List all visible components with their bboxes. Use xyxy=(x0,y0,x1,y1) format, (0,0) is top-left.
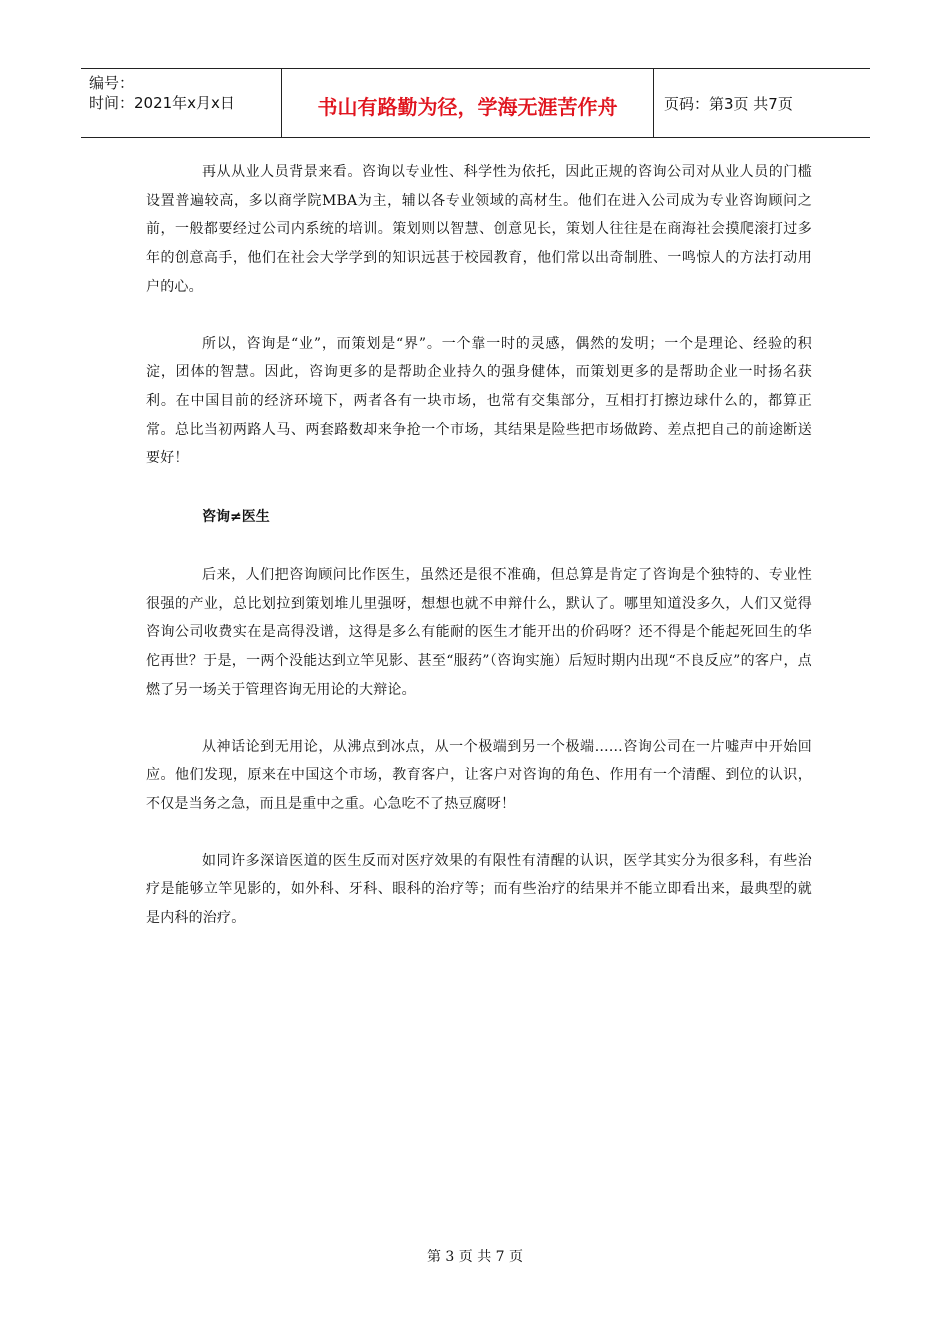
document-body xyxy=(146,158,812,933)
page-code-text: 页码：第3页 共7页 xyxy=(664,94,793,113)
paragraph-2: 所以，咨询是“业”，而策划是“界”。一个靠一时的灵感，偶然的发明；一个是理论、经验的积淀，团体的智慧。因此，咨询更多的是帮助企业持久的强身健体，而策划更多的是帮助企业一时扬名获利。在中国目前的经济环境下，两者各有一块市场，也常有交集部分，互相打打擦边球什么的，都算正常。总比当初两路人马、两套路数却来争抢一个市场，其结果是险些把市场做跨、差点把自己的前途断送要好！ xyxy=(146,335,812,467)
paragraph-1: 再从从业人员背景来看。咨询以专业性、科学性为依托，因此正规的咨询公司对从业人员的门槛设置普遍较高，多以商学院MBA为主，辅以各专业领域的高材生。他们在进入公司成为专业咨询顾问之前，一般都要经过公司内系统的培训。策划则以智慧、创意见长，策划人往往是在商海社会摸爬滚打过多年的创意高手，他们在社会大学学到的知识远甚于校园教育，他们常以出奇制胜、一鸣惊人的方法打动用户的心。 xyxy=(146,164,812,295)
header-meta-cell xyxy=(81,69,282,137)
paragraph-4: 从神话论到无用论，从沸点到冰点，从一个极端到另一个极端……咨询公司在一片嘘声中开始回应。他们发现，原来在中国这个市场，教育客户，让客户对咨询的角色、作用有一个清醒、到位的认识，不仅是当务之急，而且是重中之重。心急吃不了热豆腐呀！ xyxy=(146,738,812,812)
paragraph-3: 后来，人们把咨询顾问比作医生，虽然还是很不准确，但总算是肯定了咨询是个独特的、专业性很强的产业，总比划拉到策划堆儿里强呀，想想也就不申辩什么，默认了。哪里知道没多久，人们又觉得咨询公司收费实在是高得没谱，这得是多么有能耐的医生才能开出的价码呀？还不得是个能起死回生的华佗再世？于是，一两个没能达到立竿见影、甚至“服药”（咨询实施）后短时期内出现“不良反应”的客户，点燃了另一场关于管理咨询无用论的大辩论。 xyxy=(146,567,812,698)
motto-text: 书山有路勤为径，学海无涯苦作舟 xyxy=(317,94,618,119)
page-header xyxy=(81,68,870,138)
header-motto xyxy=(282,69,654,137)
header-page-code xyxy=(654,69,870,137)
page-number: 第 3 页 共 7 页 xyxy=(426,1249,524,1265)
document-number-label: 编号： xyxy=(89,74,135,92)
document-time-label: 时间：2021年x月x日 xyxy=(89,94,235,112)
section-heading: 咨询≠医生 xyxy=(202,509,270,526)
paragraph-5: 如同许多深谙医道的医生反而对医疗效果的有限性有清醒的认识，医学其实分为很多科，有些治疗是能够立竿见影的，如外科、牙科、眼科的治疗等；而有些治疗的结果并不能立即看出来，最典型的就是内科的治疗。 xyxy=(146,852,812,927)
page-footer xyxy=(0,1246,950,1266)
